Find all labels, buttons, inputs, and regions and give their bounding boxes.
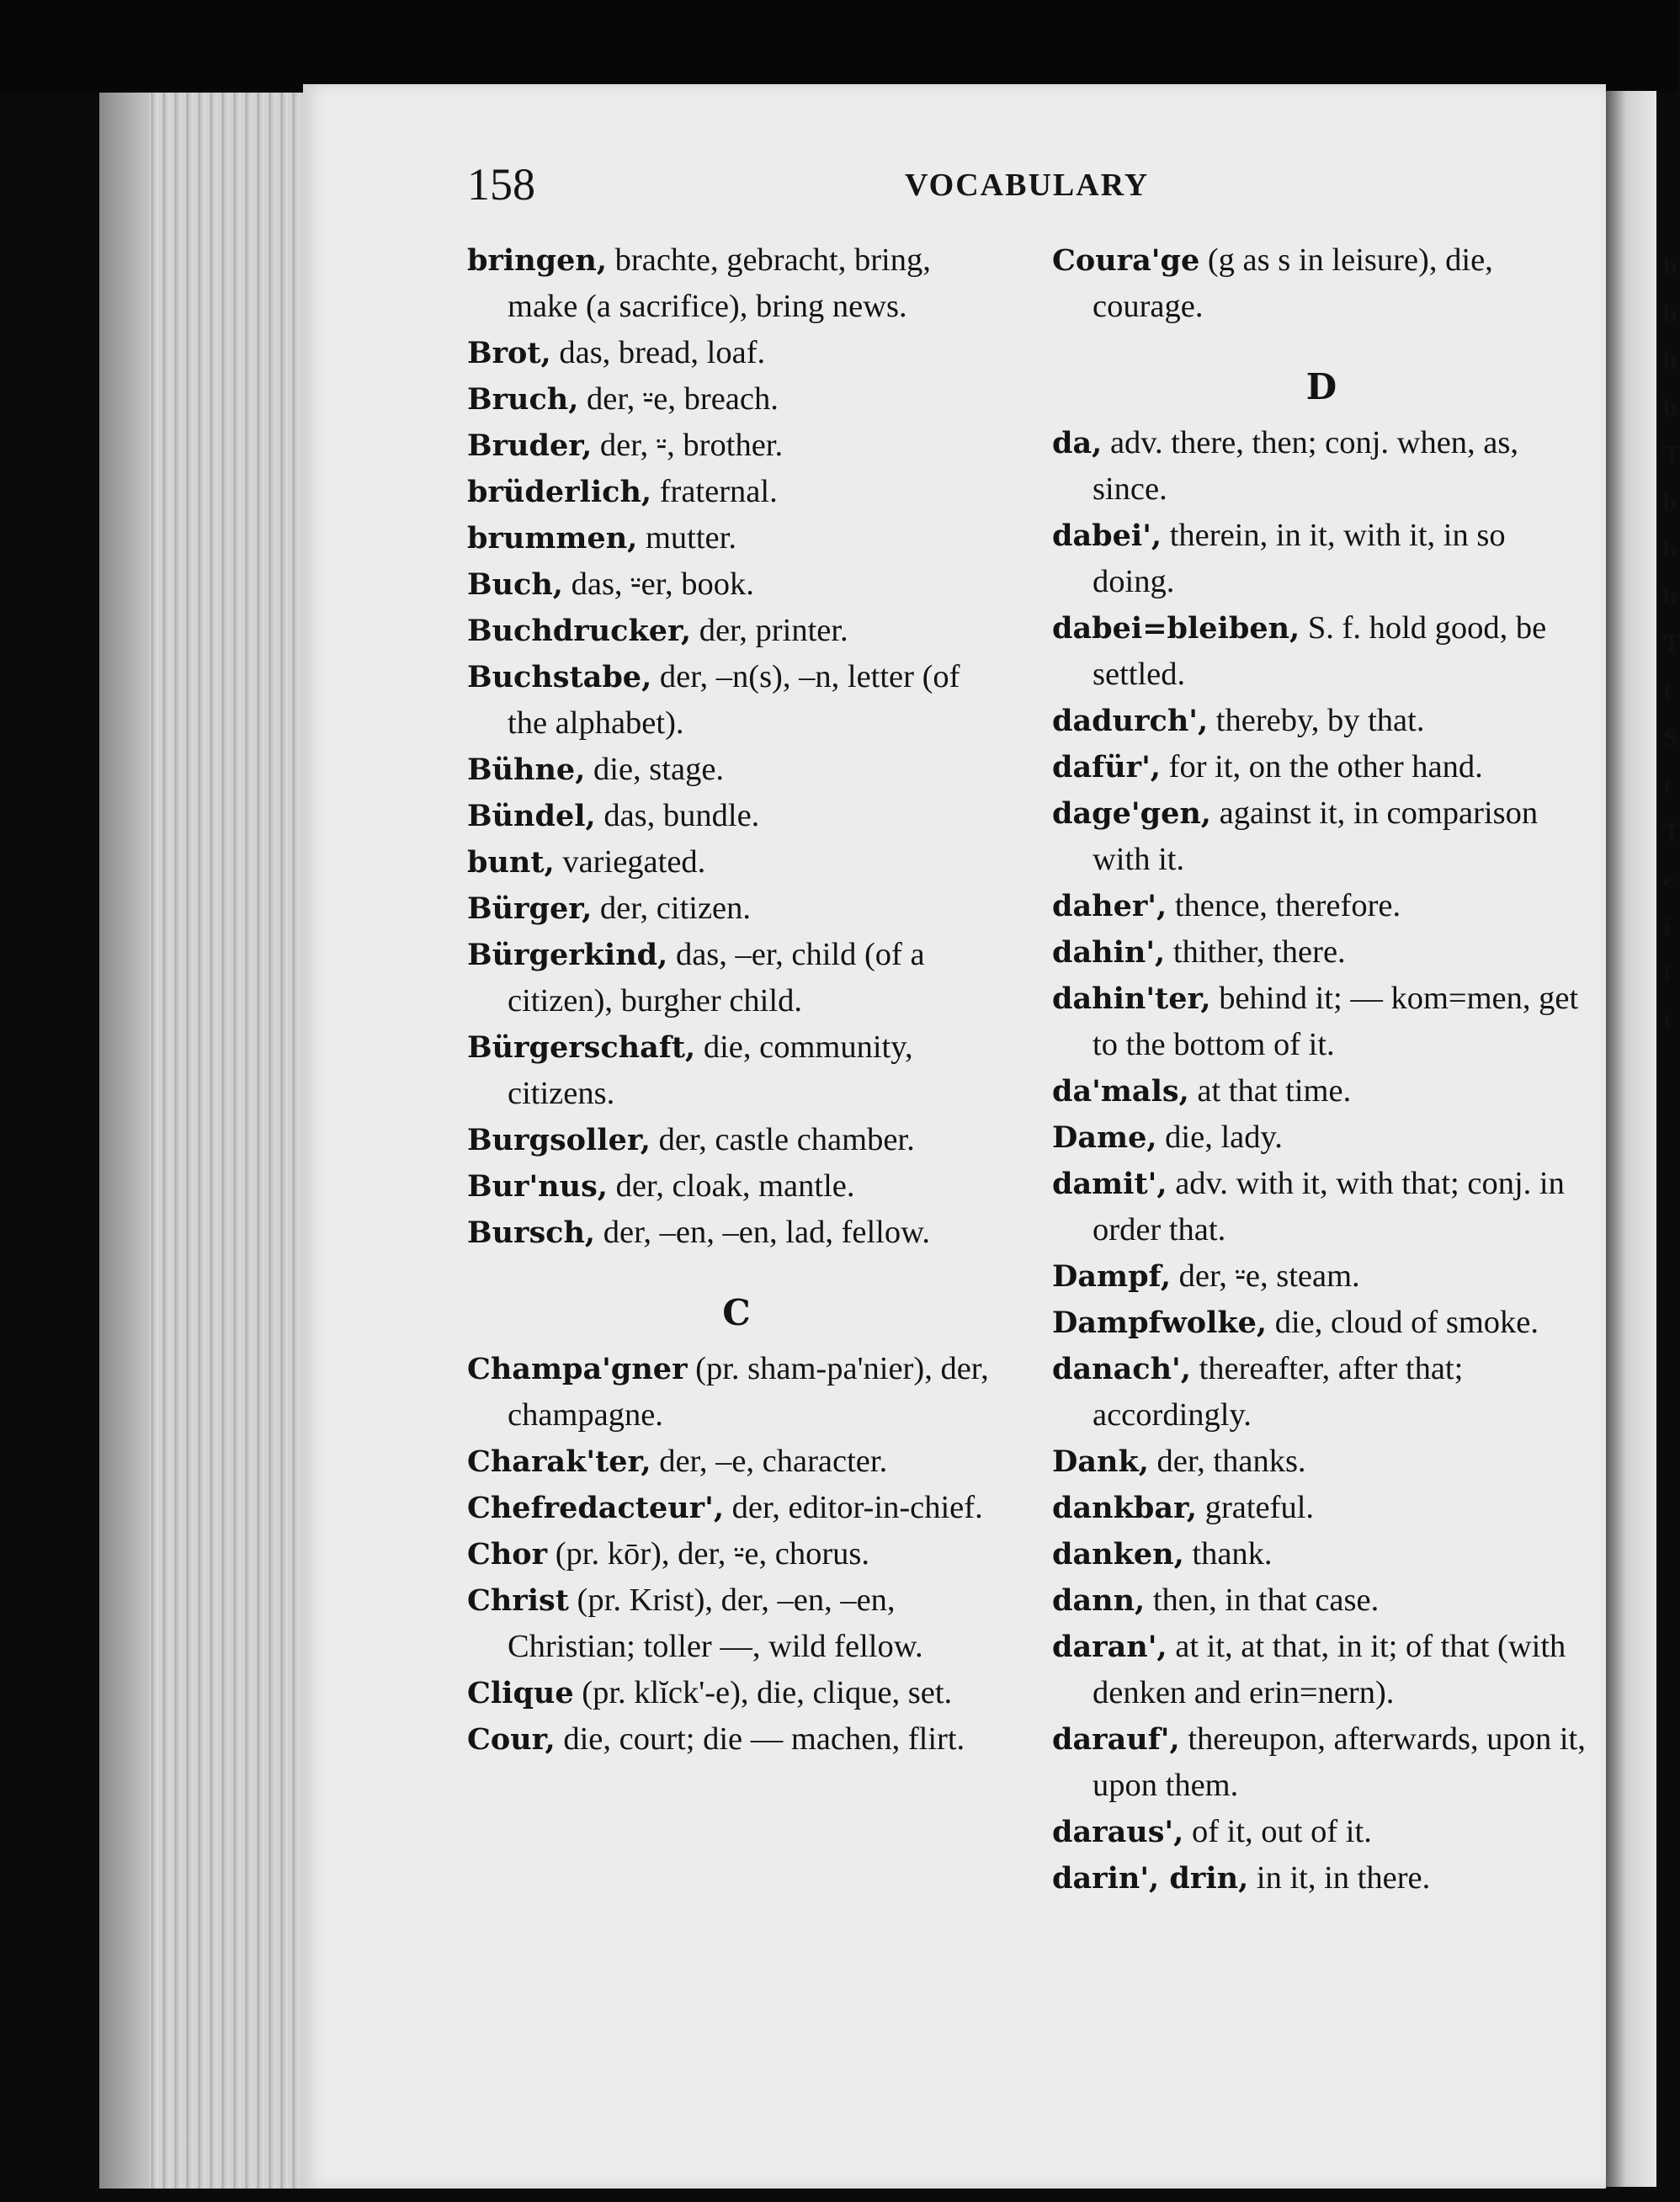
definition: die, lady. — [1156, 1120, 1283, 1155]
definition: in it, in there. — [1248, 1860, 1431, 1896]
vocabulary-entry — [1052, 929, 1591, 976]
headword: bringen, — [467, 243, 608, 278]
edge-letter: b — [1663, 347, 1677, 375]
edge-letter: T — [1663, 441, 1680, 469]
headword: dankbar, — [1052, 1491, 1198, 1525]
vocabulary-entry — [1052, 1253, 1591, 1300]
headword: daraus', — [1052, 1815, 1184, 1849]
definition: behind it; — kom=men, get to the bottom of it. — [1093, 981, 1579, 1062]
vocabulary-entry — [467, 1670, 1006, 1716]
headword: Chefredacteur', — [467, 1491, 725, 1525]
headword: da'mals, — [1052, 1074, 1189, 1109]
definition: thereby, by that. — [1208, 703, 1425, 738]
vocabulary-entry — [1052, 883, 1591, 929]
definition: das, –er, child (of a citizen), burgher child. — [508, 937, 925, 1019]
definition: thither, there. — [1165, 934, 1346, 970]
headword: brüderlich, — [467, 475, 652, 509]
edge-letter: S — [1663, 724, 1677, 752]
edge-letter: b — [1663, 488, 1677, 516]
vocabulary-entry — [467, 469, 1006, 515]
definition: thank. — [1183, 1536, 1273, 1572]
definition: at it, at that, in it; of that (with denken and erin=nern). — [1093, 1629, 1566, 1710]
definition: of it, out of it. — [1183, 1814, 1372, 1849]
definition: (pr. klĭck'-e), die, clique, set. — [573, 1675, 953, 1710]
vocabulary-entry — [467, 1117, 1006, 1163]
vocabulary-entry — [467, 1439, 1006, 1485]
vocabulary-entry — [1052, 1300, 1591, 1346]
headword: Bruder, — [467, 428, 593, 463]
edge-letter: b — [1663, 253, 1677, 280]
headword: Brot, — [467, 336, 551, 370]
headword: Coura'ge — [1052, 243, 1200, 278]
headword: Burgsoller, — [467, 1123, 651, 1157]
definition: (pr. Krist), der, –en, –en, Christian; toller —, wild fellow. — [508, 1582, 923, 1664]
headword: dafür', — [1052, 750, 1161, 785]
headword: daran', — [1052, 1630, 1167, 1664]
page-title: VOCABULARY — [905, 168, 1150, 203]
definition: der, castle chamber. — [650, 1122, 915, 1157]
vocabulary-entry — [1052, 1716, 1591, 1809]
definition: thence, therefore. — [1167, 888, 1401, 923]
vocabulary-entry — [1052, 513, 1591, 605]
headword: bunt, — [467, 845, 555, 880]
headword: damit', — [1052, 1167, 1167, 1201]
vocabulary-entry — [1052, 1346, 1591, 1439]
book-gutter-right — [1606, 91, 1656, 2187]
edge-letter: T — [1663, 818, 1680, 846]
vocabulary-entry — [1052, 1855, 1591, 1901]
headword: Bruch, — [467, 382, 579, 417]
definition: der, –e, character. — [651, 1444, 888, 1479]
headword: Dank, — [1052, 1444, 1149, 1479]
vocabulary-entry — [1052, 1531, 1591, 1577]
headword: dahin'ter, — [1052, 981, 1211, 1016]
definition: die, community, citizens. — [508, 1029, 913, 1111]
vocabulary-entry — [467, 423, 1006, 469]
vocabulary-entry — [1052, 1577, 1591, 1624]
vocabulary-entry — [1052, 698, 1591, 744]
definition: (pr. sham-pa'nier), der, champagne. — [508, 1351, 989, 1433]
vocabulary-entry — [1052, 1161, 1591, 1253]
headword: Clique — [467, 1676, 574, 1710]
edge-letter: b — [1663, 300, 1677, 327]
left-column — [467, 237, 1006, 1763]
vocabulary-entry — [467, 1024, 1006, 1117]
edge-letter: b — [1663, 535, 1677, 563]
definition: adv. there, then; conj. when, as, since. — [1093, 425, 1518, 507]
definition: (g as s in leisure), die, courage. — [1093, 242, 1493, 324]
section-letter: C — [722, 1292, 751, 1333]
definition: der, editor-in-chief. — [724, 1490, 983, 1525]
definition: das, bread, loaf. — [550, 335, 766, 370]
edge-letter: t — [1663, 677, 1672, 705]
definition: fraternal. — [651, 474, 778, 509]
vocabulary-entry — [467, 932, 1006, 1024]
definition: against it, in comparison with it. — [1093, 795, 1539, 877]
scan-background-top — [0, 0, 1677, 93]
edge-letter: e — [1663, 865, 1675, 893]
headword: da, — [1052, 426, 1103, 460]
headword: Bürgerschaft, — [467, 1030, 696, 1065]
vocabulary-entry — [467, 1346, 1006, 1439]
headword: Buchstabe, — [467, 660, 652, 694]
definition: die, stage. — [585, 752, 725, 787]
definition: thereupon, afterwards, upon it, upon them. — [1093, 1721, 1586, 1803]
right-column — [1052, 237, 1591, 1901]
definition: das, ⸚er, book. — [562, 566, 754, 602]
vocabulary-entry — [1052, 1439, 1591, 1485]
page-number: 158 — [467, 159, 535, 210]
vocabulary-entry — [467, 237, 1006, 330]
vocabulary-entry — [1052, 237, 1591, 330]
vocabulary-entry — [467, 1577, 1006, 1670]
page-stack-left-edges — [99, 93, 318, 2189]
vocabulary-entry — [1052, 605, 1591, 698]
vocabulary-entry — [467, 376, 1006, 423]
definition: then, in that case. — [1145, 1582, 1380, 1618]
definition: der, ⸚, brother. — [592, 428, 784, 463]
headword: Bürger, — [467, 891, 593, 926]
vocabulary-entry — [1052, 1114, 1591, 1161]
headword: Dampfwolke, — [1052, 1306, 1268, 1340]
definition: thereafter, after that; accordingly. — [1093, 1351, 1464, 1433]
definition: adv. with it, with that; conj. in order that. — [1093, 1166, 1565, 1247]
definition: for it, on the other hand. — [1161, 749, 1483, 785]
headword: danach', — [1052, 1352, 1191, 1386]
edge-letter: i — [1663, 912, 1671, 940]
headword: Buchdrucker, — [467, 614, 692, 648]
next-page-edge-letters — [1663, 253, 1680, 1054]
vocabulary-entry — [1052, 1809, 1591, 1855]
edge-letter: t — [1663, 771, 1672, 799]
vocabulary-entry — [467, 1716, 1006, 1763]
definition: der, ⸚e, steam. — [1171, 1258, 1360, 1294]
definition: mutter. — [637, 520, 736, 556]
headword: Champa'gner — [467, 1352, 688, 1386]
headword: Christ — [467, 1583, 569, 1618]
definition: (pr. kōr), der, ⸚e, chorus. — [547, 1536, 869, 1572]
page-header — [467, 158, 1587, 217]
headword: Dame, — [1052, 1120, 1157, 1155]
vocabulary-entry — [467, 561, 1006, 608]
edge-letter: t — [1663, 1007, 1672, 1035]
definition: die, cloud of smoke. — [1267, 1305, 1539, 1340]
headword: dabei', — [1052, 519, 1162, 553]
headword: Bündel, — [467, 799, 596, 833]
headword: Charak'ter, — [467, 1444, 651, 1479]
headword: dahin', — [1052, 935, 1166, 970]
headword: danken, — [1052, 1537, 1184, 1572]
definition: therein, in it, with it, in so doing. — [1093, 518, 1506, 599]
definition: der, thanks. — [1148, 1444, 1306, 1479]
headword: Bürgerkind, — [467, 938, 668, 972]
headword: Bursch, — [467, 1215, 596, 1250]
headword: Bur'nus, — [467, 1169, 608, 1204]
headword: Dampf, — [1052, 1259, 1172, 1294]
headword: brummen, — [467, 521, 638, 556]
definition: der, –n(s), –n, letter (of the alphabet). — [508, 659, 960, 741]
definition: der, citizen. — [592, 891, 752, 926]
vocabulary-entry — [1052, 790, 1591, 883]
vocabulary-entry — [467, 747, 1006, 793]
vocabulary-entry — [467, 1210, 1006, 1256]
definition: der, cloak, mantle. — [607, 1168, 855, 1204]
headword: Chor — [467, 1537, 548, 1572]
edge-letter: b — [1663, 582, 1677, 610]
edge-letter: T — [1663, 630, 1680, 657]
vocabulary-entry — [1052, 420, 1591, 513]
vocabulary-entry — [467, 330, 1006, 376]
headword: Cour, — [467, 1722, 556, 1757]
headword: darin', drin, — [1052, 1861, 1249, 1896]
definition: S. f. hold good, be settled. — [1093, 610, 1547, 692]
vocabulary-entry — [467, 1531, 1006, 1577]
headword: darauf', — [1052, 1722, 1180, 1757]
headword: dage'gen, — [1052, 796, 1211, 831]
vocabulary-entry — [1052, 1485, 1591, 1531]
edge-letter: b — [1663, 394, 1677, 422]
definition: brachte, gebracht, bring, make (a sacrifice), bring news. — [508, 242, 931, 324]
vocabulary-entry — [467, 515, 1006, 561]
headword: Buch, — [467, 567, 563, 602]
definition: at that time. — [1188, 1073, 1352, 1109]
definition: grateful. — [1197, 1490, 1315, 1525]
vocabulary-entry — [467, 1163, 1006, 1210]
definition: die, court; die — machen, flirt. — [555, 1721, 965, 1757]
definition: der, printer. — [691, 613, 848, 648]
vocabulary-entry — [467, 886, 1006, 932]
vocabulary-entry — [467, 1485, 1006, 1531]
vocabulary-entry — [467, 608, 1006, 654]
vocabulary-entry — [467, 793, 1006, 839]
definition: variegated. — [554, 844, 706, 880]
headword: dadurch', — [1052, 704, 1209, 738]
vocabulary-entry — [467, 654, 1006, 747]
definition: das, bundle. — [595, 798, 760, 833]
headword: dann, — [1052, 1583, 1146, 1618]
headword: dabei=bleiben, — [1052, 611, 1300, 646]
definition: der, –en, –en, lad, fellow. — [595, 1215, 931, 1250]
definition: der, ⸚e, breach. — [578, 381, 779, 417]
vocabulary-entry — [467, 839, 1006, 886]
vocabulary-entry — [1052, 1068, 1591, 1114]
vocabulary-entry — [1052, 976, 1591, 1068]
headword: daher', — [1052, 889, 1167, 923]
vocabulary-entry — [1052, 744, 1591, 790]
section-letter: D — [1305, 366, 1337, 407]
vocabulary-entry — [1052, 1624, 1591, 1716]
edge-letter: i — [1663, 960, 1671, 987]
headword: Bühne, — [467, 753, 586, 787]
